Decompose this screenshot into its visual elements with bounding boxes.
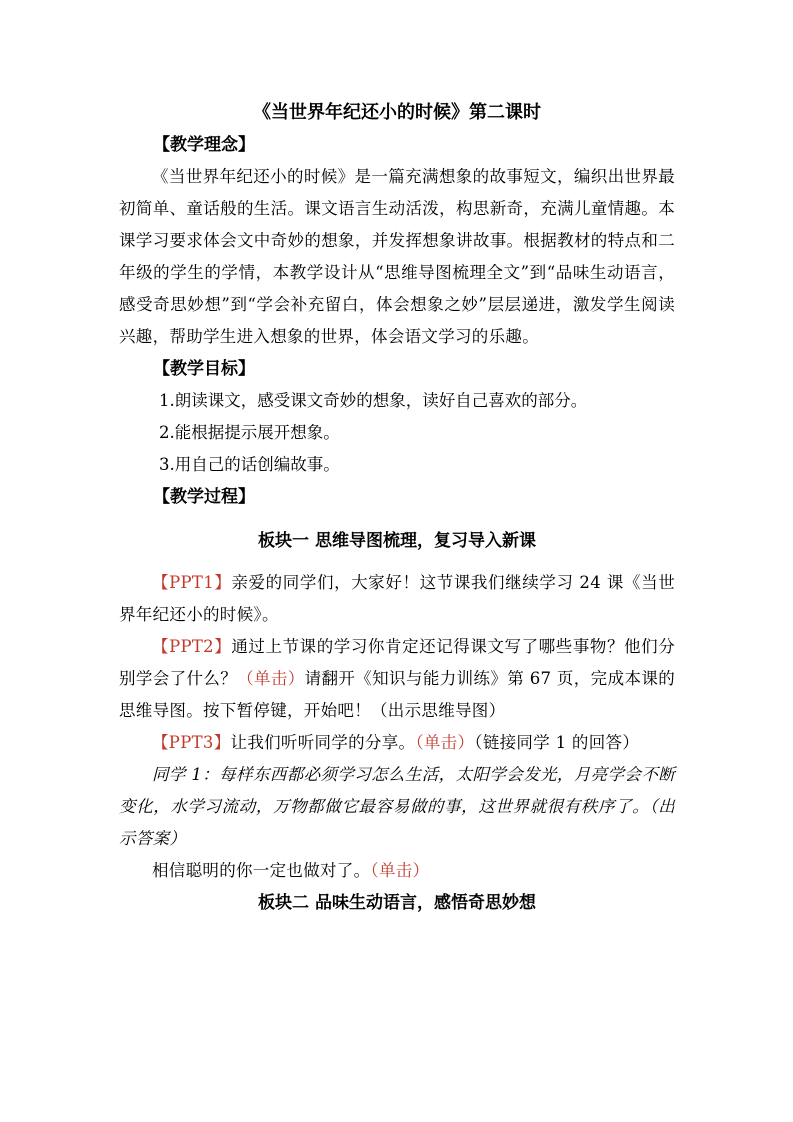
ppt3-text-b: （链接同学 1 的回答）	[474, 733, 640, 752]
ppt1-tag: 【PPT1】	[152, 573, 232, 592]
ppt2-text-b: 请翻开《知识与能力训练》第 67 页，完成本课的思维导图。按下暂停键，开始吧！（出示思维导图）	[119, 669, 675, 720]
goals-heading: 【教学目标】	[153, 359, 255, 379]
ppt3-text-a: 让我们听听同学的分享。	[230, 733, 416, 752]
ppt3-click-note: （单击）	[415, 733, 475, 752]
ppt2-tag: 【PPT2】	[152, 637, 232, 656]
process-heading: 【教学过程】	[153, 487, 255, 507]
ppt2-text-a: 通过上节课的学习你肯定还记得课文写了哪些事物？他们分别学会了什么？	[119, 637, 675, 688]
philosophy-heading: 【教学理念】	[153, 135, 255, 155]
ppt3-tag: 【PPT3】	[152, 733, 231, 752]
spacer	[119, 557, 675, 567]
goal-item: 1.朗读课文，感受课文奇妙的想象，读好自己喜欢的部分。	[159, 391, 588, 410]
ppt2-paragraph	[119, 631, 675, 727]
ppt1-paragraph	[119, 567, 675, 631]
closing-click-note: （单击）	[370, 861, 430, 880]
goal-item: 3.用自己的话创编故事。	[159, 455, 340, 474]
philosophy-paragraph: 《当世界年纪还小的时候》是一篇充满想象的故事短文，编织出世界最初简单、童话般的生活。课文语言生动活泼，构思新奇，充满儿童情趣。本课学习要求体会文中奇妙的想象，并发挥想象讲故事。根据教材的特点和二年级的学生的学情，本教学设计从“思维导图梳理全文”到“品味生动语言，感受奇思妙想”到“学会补充留白，体会想象之妙”层层递进，激发学生阅读兴趣，帮助学生进入想象的世界，体会语文学习的乐趣。	[119, 167, 675, 346]
student1-answer: 同学 1：每样东西都必须学习怎么生活，太阳学会发光，月亮学会不断变化，水学习流动，万物都做它最容易做的事，这世界就很有秩序了。（出示答案）	[119, 765, 675, 848]
document-body	[119, 97, 675, 919]
closing-paragraph	[119, 855, 675, 887]
closing-text: 相信聪明的你一定也做对了。	[152, 861, 371, 880]
spacer	[119, 513, 675, 525]
block2-heading: 板块二 品味生动语言，感悟奇思妙想	[258, 893, 536, 913]
ppt2-click-note: （单击）	[237, 669, 305, 688]
ppt1-text: 亲爱的同学们，大家好！这节课我们继续学习 24 课《当世界年纪还小的时候》。	[119, 573, 675, 624]
goal-item: 2.能根据提示展开想象。	[159, 423, 340, 442]
document-title: 《当世界年纪还小的时候》第二课时	[253, 102, 541, 123]
block1-heading: 板块一 思维导图梳理，复习导入新课	[258, 531, 536, 551]
ppt3-paragraph	[119, 727, 675, 759]
